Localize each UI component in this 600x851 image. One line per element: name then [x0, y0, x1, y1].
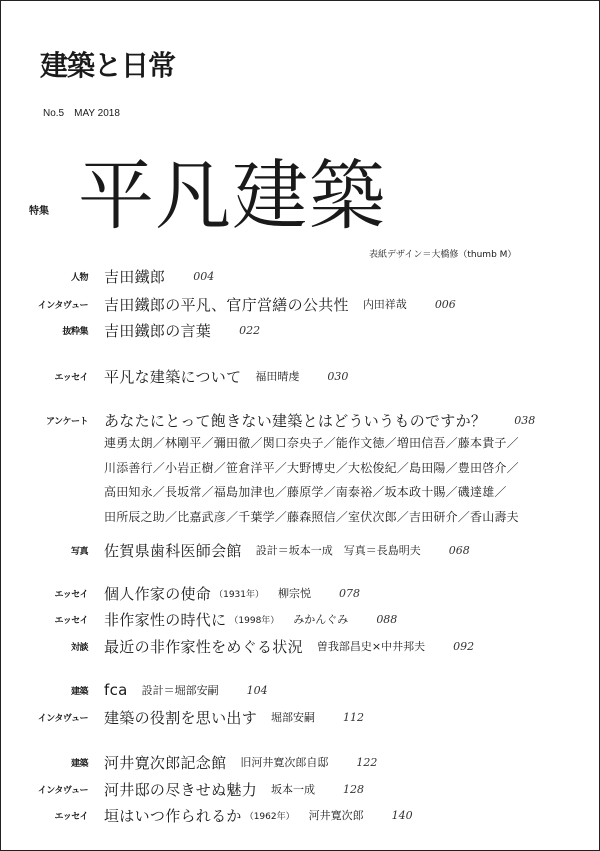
entry-page: 038 [514, 413, 536, 427]
entry-page: 122 [356, 755, 378, 769]
entry-author: 旧河井寛次郎自邸 [240, 756, 329, 769]
entry-category: エッセイ [54, 811, 88, 822]
entry-title: 吉田鐵郎の言葉 [104, 321, 212, 340]
entry-page: 068 [448, 543, 470, 557]
entry-title: 垣はいつ作られるか [104, 806, 242, 825]
entry-author: 柳宗悦 [278, 587, 312, 600]
entry-author: 河井寛次郎 [308, 809, 364, 822]
feature-title: 平凡建築 [78, 151, 386, 240]
entry-category: 建築 [70, 686, 88, 697]
entry-page: 088 [376, 612, 398, 626]
entry-title: 佐賀県歯科医師会館 [104, 541, 242, 560]
entry-page: 112 [343, 710, 365, 724]
entry-category: 人物 [70, 272, 88, 283]
entry-author: みかんぐみ [293, 613, 349, 626]
toc-entry[interactable] [0, 410, 600, 430]
entry-category: 対談 [70, 642, 88, 653]
entry-page: 022 [239, 323, 261, 337]
respondent-line: 川添善行／小岩正樹／笹倉洋平／大野博史／大松俊紀／島田陽／豊田啓介／ [104, 461, 519, 475]
entry-category: 抜粋集 [62, 326, 88, 337]
entry-title: 非作家性の時代に [104, 610, 227, 629]
toc-entry[interactable] [0, 320, 600, 340]
entry-title: 最近の非作家性をめぐる状況 [104, 637, 303, 656]
entry-page: 030 [327, 369, 349, 383]
toc-entry[interactable] [0, 707, 600, 727]
entry-author: 曽我部昌史×中井邦夫 [316, 640, 426, 653]
entry-year: （1931年） [214, 589, 265, 600]
toc-entry[interactable] [0, 609, 600, 629]
entry-category: 写真 [70, 546, 88, 557]
entry-category: 建築 [70, 758, 88, 769]
toc-entry[interactable] [0, 540, 600, 560]
respondent-line: 連勇太朗／林剛平／彌田徹／関口奈央子／能作文徳／増田信吾／藤本貴子／ [104, 436, 519, 450]
entry-page: 104 [246, 683, 268, 697]
entry-page: 092 [453, 639, 475, 653]
entry-page: 078 [339, 586, 361, 600]
entry-title: あなたにとって飽きない建築とはどういうものですか？ [104, 411, 487, 430]
toc-entry[interactable] [0, 680, 600, 700]
toc-entry[interactable] [0, 636, 600, 656]
entry-author: 設計＝堀部安嗣 [141, 684, 219, 697]
entry-year: （1998年） [229, 615, 280, 626]
issue-info: No.5 MAY 2018 [43, 108, 120, 119]
respondent-line: 高田知永／長坂常／福島加津也／藤原学／南泰裕／坂本政十賜／磯達雄／ [104, 485, 507, 499]
toc-entry[interactable] [0, 294, 600, 314]
magazine-title: 建築と日常 [40, 49, 176, 82]
entry-category: エッセイ [54, 589, 88, 600]
entry-page: 128 [343, 782, 365, 796]
entry-title: 建築の役割を思い出す [104, 708, 258, 727]
cover-credit: 表紙デザイン＝大橋修（thumb M） [369, 250, 517, 260]
toc-entry[interactable] [0, 583, 600, 603]
entry-category: エッセイ [54, 615, 88, 626]
entry-author: 設計＝坂本一成 写真＝長島明夫 [255, 544, 421, 557]
entry-author: 坂本一成 [271, 783, 316, 796]
entry-year: （1962年） [244, 811, 295, 822]
entry-title: 吉田鐵郎の平凡、官庁営繕の公共性 [104, 295, 349, 314]
respondent-line: 田所辰之助／比嘉武彦／千葉学／藤森照信／室伏次郎／吉田研介／香山壽夫 [104, 510, 519, 524]
entry-title: 平凡な建築について [104, 367, 242, 386]
entry-page: 004 [193, 269, 215, 283]
entry-author: 内田祥哉 [362, 298, 407, 311]
entry-page: 140 [391, 808, 413, 822]
entry-page: 006 [434, 297, 456, 311]
entry-category: インタヴュー [37, 785, 88, 796]
entry-title: fca [104, 681, 128, 699]
entry-category: エッセイ [54, 372, 88, 383]
entry-author: 福田晴虔 [255, 370, 300, 383]
toc-entry[interactable] [0, 779, 600, 799]
toc-entry[interactable] [0, 266, 600, 286]
entry-title: 個人作家の使命 [104, 584, 212, 603]
feature-label: 特集 [29, 206, 49, 217]
entry-category: インタヴュー [37, 713, 88, 724]
entry-title: 河井邸の尽きせぬ魅力 [104, 780, 258, 799]
toc-entry[interactable] [0, 366, 600, 386]
toc-entry[interactable] [0, 805, 600, 825]
entry-category: アンケート [46, 416, 88, 427]
entry-title: 吉田鐵郎 [104, 267, 166, 286]
entry-author: 堀部安嗣 [271, 711, 316, 724]
toc-entry[interactable] [0, 752, 600, 772]
entry-title: 河井寛次郎記念館 [104, 753, 227, 772]
entry-category: インタヴュー [37, 300, 88, 311]
